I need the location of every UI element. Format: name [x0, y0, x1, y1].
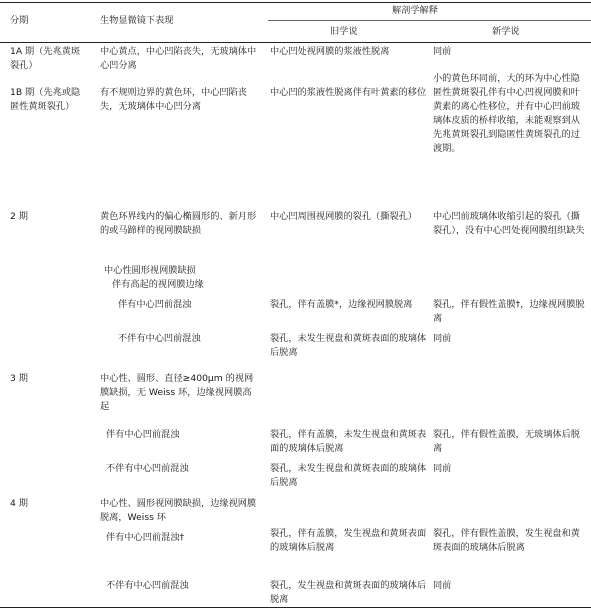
header-old-theory: 旧学说 — [330, 26, 358, 37]
cell-new-2-with: 裂孔，伴有假性盖膜†，边缘视网膜脱离 — [433, 299, 585, 324]
cell-bio-2-round: 中心性圆形视网膜缺损 — [104, 265, 196, 276]
table-top-rule — [0, 2, 591, 3]
cell-bio-2: 黄色环界线内的偏心椭圆形的、新月形的或马蹄样的视网膜缺损 — [100, 211, 257, 236]
cell-bio-2-round-sub: 伴有高起的视网膜边缘 — [112, 279, 204, 290]
cell-bio-1a: 中心黄点，中心凹陷丧失，无玻璃体中心凹分离 — [100, 46, 257, 71]
header-new-theory: 新学说 — [492, 26, 520, 37]
cell-old-3-with: 裂孔，伴有盖膜，未发生视盘和黄斑表面的玻璃体后脱离 — [270, 429, 427, 454]
table-bottom-rule — [0, 607, 591, 608]
cell-stage-1a: 1A 期（先兆黄斑裂孔） — [10, 46, 81, 71]
header-anatomy: 解剖学解释 — [392, 5, 438, 16]
cell-old-2-with: 裂孔，伴有盖膜*，边缘视网膜脱离 — [270, 299, 413, 310]
cell-stage-4: 4 期 — [10, 498, 28, 509]
cell-old-1a: 中心凹处视网膜的浆液性脱离 — [270, 46, 390, 57]
cell-old-1b: 中心凹的浆液性脱离伴有叶黄素的移位 — [270, 87, 427, 98]
cell-bio-4-without: 不伴有中心凹前混浊 — [106, 580, 189, 591]
header-bottom-rule — [0, 42, 591, 43]
cell-bio-4-with: 伴有中心凹前混浊† — [106, 532, 185, 543]
cell-bio-1b: 有不规则边界的黄色环，中心凹陷丧失，无玻璃体中心凹分离 — [100, 87, 247, 112]
cell-bio-2-with: 伴有中心凹前混浊 — [118, 299, 192, 310]
cell-bio-3-with: 伴有中心凹前混浊 — [106, 429, 180, 440]
cell-stage-2: 2 期 — [10, 211, 28, 222]
cell-old-4-without: 裂孔，发生视盘和黄斑表面的玻璃体后脱离 — [270, 580, 427, 605]
cell-bio-4: 中心性、圆形视网膜缺损，边缘视网膜脱离，Weiss 环 — [100, 498, 257, 523]
cell-bio-3: 中心性、圆形、直径≥400μm 的视网膜缺损，无 Weiss 环，边缘视网膜高起 — [100, 373, 254, 412]
cell-new-3-without: 同前 — [433, 463, 452, 474]
cell-new-3-with: 裂孔，伴有假性盖膜，无玻璃体后脱离 — [433, 429, 580, 454]
cell-old-2: 中心凹周围视网膜的裂孔（撕裂孔） — [270, 211, 417, 222]
header-biomicroscopy: 生物显微镜下表现 — [100, 15, 174, 26]
cell-new-4-with: 裂孔，伴有假性盖膜，发生视盘和黄斑表面的玻璃体后脱离 — [433, 528, 580, 553]
cell-old-2-without: 裂孔，未发生视盘和黄斑表面的玻璃体后脱离 — [270, 333, 427, 358]
header-stage: 分期 — [10, 15, 29, 26]
cell-new-4-without: 同前 — [433, 580, 452, 591]
cell-bio-3-without: 不伴有中心凹前混浊 — [106, 463, 189, 474]
anatomy-sub-rule — [268, 20, 591, 21]
cell-old-3-without: 裂孔，未发生视盘和黄斑表面的玻璃体后脱离 — [270, 463, 427, 488]
cell-stage-3: 3 期 — [10, 373, 28, 384]
cell-new-1b: 小的黄色环同前，大的环为中心性隐匿性黄斑裂孔伴有中心凹视网膜和叶黄素的离心性移位，并有中心凹前玻璃体皮质的桥样收缩，未能观察到从先兆黄斑裂孔到隐匿性黄斑裂孔的过渡期。 — [433, 73, 580, 154]
cell-old-4-with: 裂孔，伴有盖膜，发生视盘和黄斑表面的玻璃体后脱离 — [270, 528, 427, 553]
cell-stage-1b: 1B 期（先兆或隐匿性黄斑裂孔） — [10, 87, 81, 112]
cell-new-2-without: 同前 — [433, 333, 452, 344]
cell-bio-2-without: 不伴有中心凹前混浊 — [118, 333, 201, 344]
cell-new-2: 中心凹前玻璃体收缩引起的裂孔（撕裂孔），没有中心凹处视网膜组织缺失 — [433, 211, 585, 236]
cell-new-1a: 同前 — [433, 46, 452, 57]
